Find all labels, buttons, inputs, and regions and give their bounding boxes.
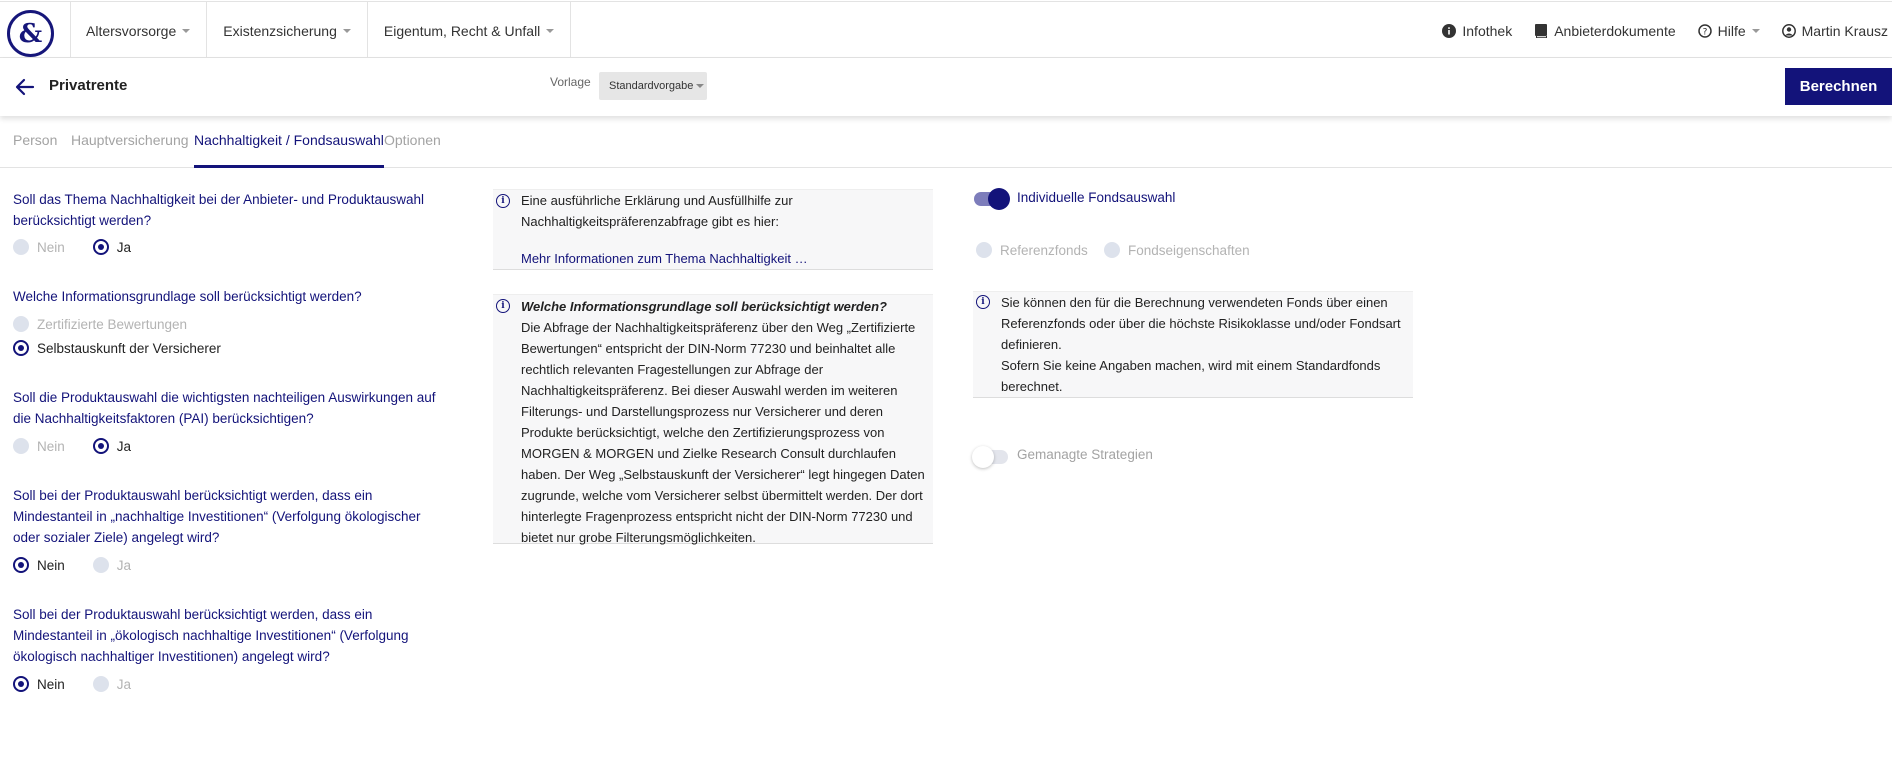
radio-label: Nein <box>37 438 65 454</box>
radio-button-selected[interactable] <box>93 239 109 255</box>
toggle-gemanagte-strategien[interactable] <box>974 450 1008 464</box>
chevron-down-icon <box>182 29 190 33</box>
info-box-fonds <box>973 291 1413 398</box>
vorlage-value: Standardvorgabe <box>609 80 694 92</box>
question-nachhaltige-investitionen: Soll bei der Produktauswahl berücksichtigt werden, dass ein Mindestanteil in „nachhaltige Investitionen“ (Verfolgung ökologischer oder sozialer Ziele) angelegt wird? <box>13 488 421 545</box>
question-nachhaltigkeit: Soll das Thema Nachhaltigkeit bei der Anbieter- und Produktauswahl berücksichtigt werden? <box>13 192 424 228</box>
info-heading: Welche Informationsgrundlage soll berücksichtigt werden? <box>521 299 887 314</box>
toggle-knob <box>972 446 994 468</box>
radio-button-selected[interactable] <box>13 557 29 573</box>
chevron-down-icon <box>546 29 554 33</box>
radio-option-referenzfonds[interactable] <box>976 242 1088 258</box>
radio-button[interactable] <box>13 316 29 332</box>
info-circle-icon <box>1442 24 1456 38</box>
svg-text:?: ? <box>1702 27 1708 37</box>
top-right-nav <box>1442 2 1892 59</box>
tab-optionen[interactable]: Optionen <box>384 132 441 148</box>
info-box-informationsgrundlage <box>493 294 933 544</box>
question-pai: Soll die Produktauswahl die wichtigsten nachteiligen Auswirkungen auf die Nachhaltigkeitsfaktoren (PAI) berücksichtigen? <box>13 390 436 426</box>
info-icon: i <box>976 295 990 309</box>
toggle-individuelle-fondsauswahl[interactable] <box>974 192 1008 206</box>
radio-group-nachhaltige-investitionen <box>13 557 159 573</box>
user-circle-icon <box>1782 24 1796 38</box>
radio-label: Nein <box>37 557 65 573</box>
radio-label: Ja <box>116 557 132 573</box>
radio-option-ja[interactable] <box>93 676 131 692</box>
app-logo[interactable]: & <box>7 10 54 57</box>
radio-option-ja[interactable] <box>93 557 131 573</box>
mehr-informationen-link[interactable]: Mehr Informationen zum Thema Nachhaltigkeit … <box>521 251 808 266</box>
radio-group-oekologisch <box>13 676 159 692</box>
radio-button[interactable] <box>13 438 29 454</box>
radio-option-ja[interactable] <box>93 239 131 255</box>
radio-option-nein[interactable] <box>13 676 65 692</box>
nav-existenzsicherung-label: Existenzsicherung <box>223 22 337 39</box>
page-title: Privatrente <box>49 77 128 94</box>
radio-button[interactable] <box>93 676 109 692</box>
vorlage-label: Vorlage <box>550 75 591 89</box>
info-text: Eine ausführliche Erklärung und Ausfüllhilfe zur Nachhaltigkeitspräferenzabfrage gibt es hier: <box>521 193 793 229</box>
radio-button[interactable] <box>976 242 992 258</box>
tab-person[interactable]: Person <box>13 132 58 148</box>
info-icon: i <box>496 194 510 208</box>
radio-label: Referenzfonds <box>1000 242 1088 258</box>
radio-button-selected[interactable] <box>93 438 109 454</box>
info-body: Die Abfrage der Nachhaltigkeitspräferenz über den Weg „Zertifizierte Bewertungen“ entspricht der DIN-Norm 77230 und beinhaltet alle rechtlich relevanten Fragestellungen zur Abfrage der Nachhaltigkeitspräferenz. Bei dieser Auswahl werden im weiteren Filterungs- und Darstellungsprozess nur Versicherer und deren Produkte berücksichtigt, welche den Zertifizierungsprozess von MORGEN & MORGEN und Zielke Research Consult durchlaufen haben. Der Weg „Selbstauskunft der Versicherer“ legt hingegen Daten zugrunde, welche vom Versicherer selbst übermittelt werden. Der dort hinterlegte Fragenprozess entspricht nicht der DIN-Norm 77230 und bietet nur grobe Filterungsmöglichkeiten. <box>521 320 925 545</box>
nav-existenzsicherung[interactable] <box>207 2 368 59</box>
info-fonds-text: Sie können den für die Berechnung verwendeten Fonds über einen Referenzfonds oder über die höchste Risikoklasse und/oder Fondsart definieren. Sofern Sie keine Angaben machen, wird mit einem Standardfonds berechnet. <box>1001 295 1401 394</box>
radio-option-ja[interactable] <box>93 438 131 454</box>
toggle-gemanagte-strategien-label: Gemanagte Strategien <box>1017 447 1153 462</box>
question-oekologisch-nachhaltige-investitionen: Soll bei der Produktauswahl berücksichtigt werden, dass ein Mindestanteil in „ökologisch nachhaltige Investitionen“ (Verfolgung ökologisch nachhaltiger Investitionen) angelegt wird? <box>13 607 409 664</box>
nav-user-label: Martin Krausz <box>1801 22 1888 39</box>
arrow-left-icon[interactable] <box>14 76 36 98</box>
berechnen-button[interactable]: Berechnen <box>1785 68 1892 105</box>
chevron-down-icon <box>343 29 351 33</box>
radio-button[interactable] <box>1104 242 1120 258</box>
radio-label: Ja <box>116 438 132 454</box>
book-icon <box>1534 24 1548 38</box>
nav-anbieterdokumente[interactable] <box>1534 23 1675 39</box>
nav-eigentum-label: Eigentum, Recht & Unfall <box>383 22 541 39</box>
top-navigation-bar <box>0 1 1892 58</box>
radio-label: Ja <box>116 676 132 692</box>
radio-option-selbstauskunft[interactable] <box>13 340 221 356</box>
nav-altersvorsorge-label: Altersvorsorge <box>86 22 177 39</box>
nav-hilfe[interactable] <box>1698 23 1760 39</box>
vorlage-select[interactable] <box>599 72 707 100</box>
radio-button[interactable] <box>13 239 29 255</box>
radio-group-nachhaltigkeit <box>13 239 159 255</box>
chevron-down-icon <box>696 84 704 88</box>
radio-option-nein[interactable] <box>13 557 65 573</box>
toggle-knob <box>988 188 1010 210</box>
nav-anbieterdokumente-label: Anbieterdokumente <box>1554 22 1676 39</box>
tab-nachhaltigkeit-fondsauswahl[interactable]: Nachhaltigkeit / Fondsauswahl <box>194 132 384 168</box>
radio-option-nein[interactable] <box>13 239 65 255</box>
radio-option-zertifizierte[interactable] <box>13 316 187 332</box>
chevron-down-icon <box>1752 29 1760 33</box>
tab-bar <box>0 118 1892 168</box>
radio-label: Selbstauskunft der Versicherer <box>37 340 221 356</box>
radio-option-nein[interactable] <box>13 438 65 454</box>
nav-infothek[interactable] <box>1442 23 1512 39</box>
help-circle-icon <box>1698 24 1712 38</box>
main-nav <box>70 2 571 59</box>
radio-label: Ja <box>116 239 132 255</box>
question-informationsgrundlage: Welche Informationsgrundlage soll berücksichtigt werden? <box>13 289 362 304</box>
nav-infothek-label: Infothek <box>1462 22 1513 39</box>
nav-altersvorsorge[interactable] <box>70 2 207 59</box>
radio-label: Fondseigenschaften <box>1128 242 1250 258</box>
page-header <box>0 58 1892 116</box>
radio-button[interactable] <box>93 557 109 573</box>
tab-hauptversicherung[interactable]: Hauptversicherung <box>71 132 189 148</box>
info-icon: i <box>496 299 510 313</box>
info-box-nachhaltigkeit <box>493 189 933 270</box>
radio-button-selected[interactable] <box>13 340 29 356</box>
nav-hilfe-label: Hilfe <box>1717 22 1746 39</box>
radio-button-selected[interactable] <box>13 676 29 692</box>
radio-option-fondseigenschaften[interactable] <box>1104 242 1250 258</box>
radio-label: Zertifizierte Bewertungen <box>37 316 188 332</box>
radio-label: Nein <box>37 239 65 255</box>
radio-group-pai <box>13 438 159 454</box>
toggle-individuelle-fondsauswahl-label: Individuelle Fondsauswahl <box>1017 190 1176 205</box>
nav-eigentum-recht-unfall[interactable] <box>368 2 571 59</box>
nav-user[interactable] <box>1782 23 1888 39</box>
radio-label: Nein <box>37 676 65 692</box>
